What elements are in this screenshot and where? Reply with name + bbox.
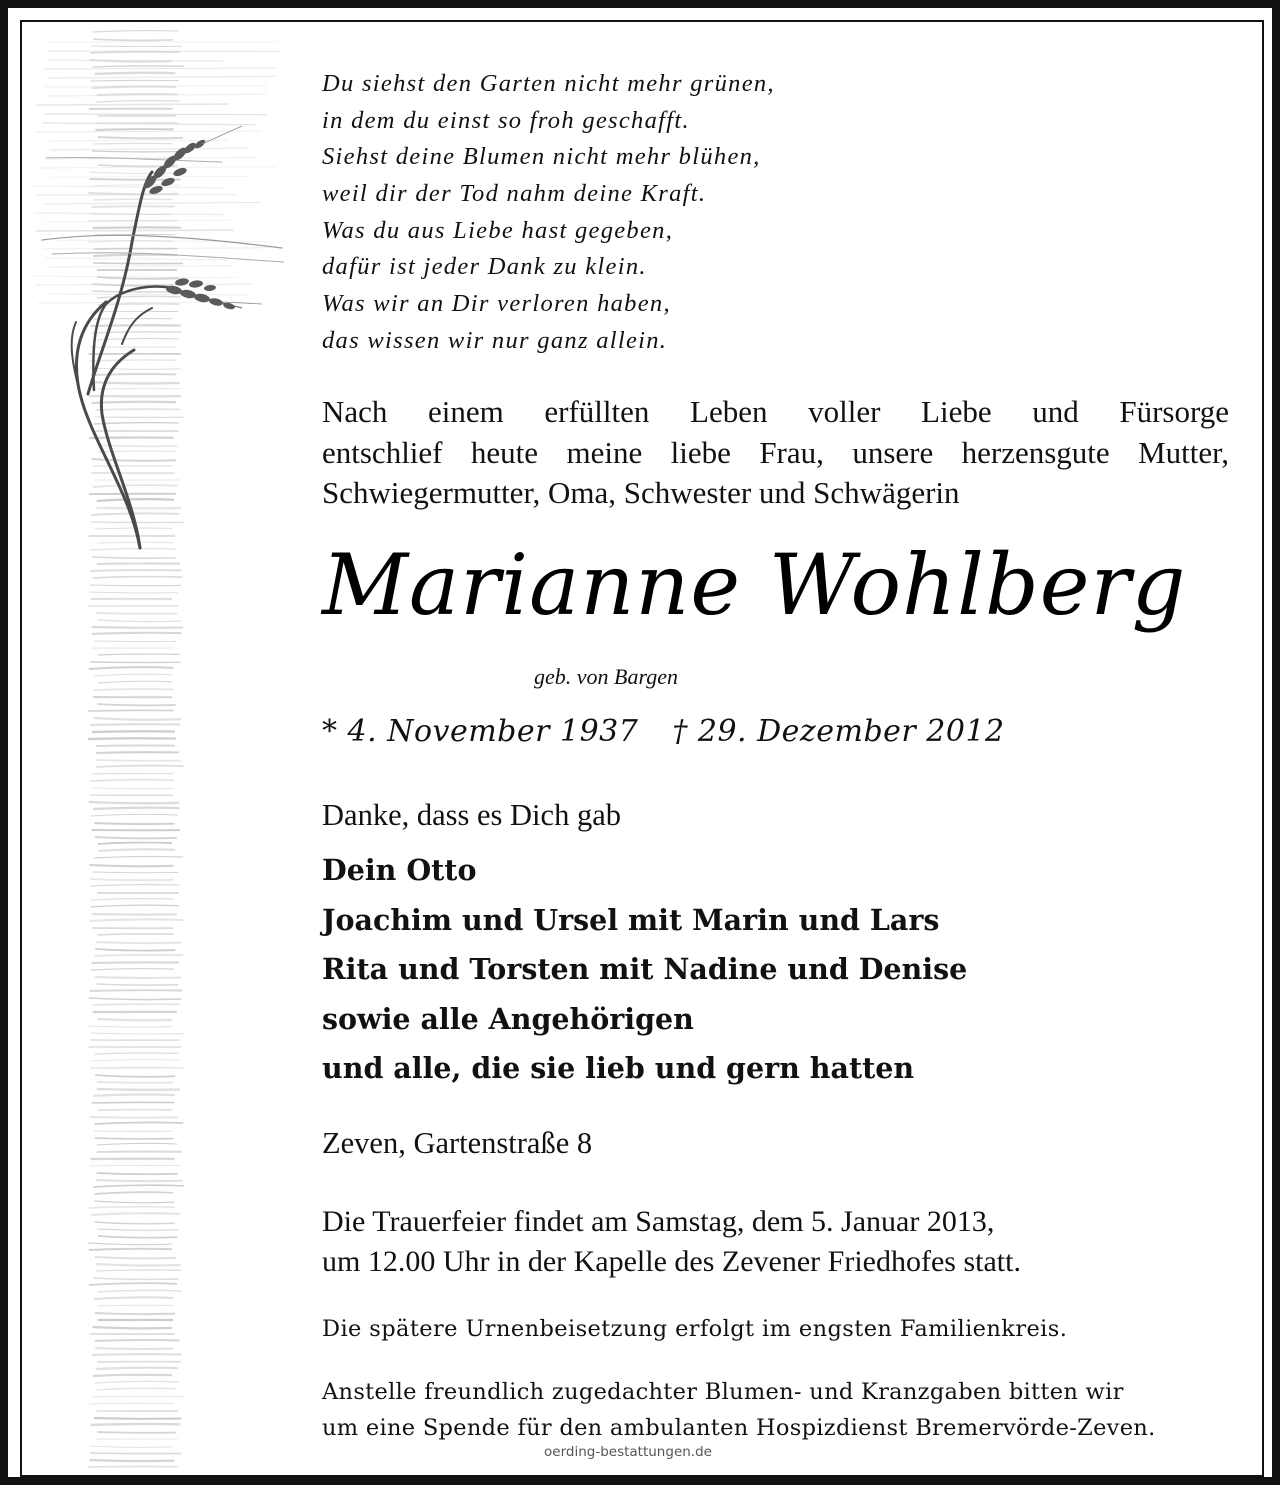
grass-stroke <box>92 1004 179 1005</box>
grass-stroke <box>93 31 179 32</box>
grass-stroke <box>93 1327 173 1328</box>
intro-line: entschlief heute meine liebe Frau, unsere herzensgute Mutter, <box>322 434 1229 470</box>
grass-stroke <box>92 66 183 67</box>
source-watermark: oerding-bestattungen.de <box>544 1444 712 1460</box>
grass-stroke <box>89 667 174 669</box>
donation-request <box>322 1374 1156 1446</box>
grass-stroke <box>89 802 179 803</box>
grass-stroke <box>52 240 267 242</box>
grass-stroke <box>95 528 172 529</box>
birth-date: * 4. November 1937 <box>322 714 639 749</box>
grass-stroke <box>35 284 252 285</box>
grass-stroke <box>89 1460 174 1461</box>
grass-stroke <box>93 227 181 228</box>
grass-stroke <box>95 977 181 978</box>
grass-stroke <box>92 1354 182 1355</box>
grass-stroke <box>97 934 174 935</box>
donation-line: Anstelle freundlich zugedachter Blumen- und Kranzgaben bitten wir <box>322 1379 1124 1405</box>
grass-stroke <box>44 202 261 204</box>
grass-stroke <box>96 1368 178 1369</box>
grass-stroke <box>95 129 173 130</box>
grass-stroke <box>92 731 175 732</box>
grass-stroke <box>92 627 183 628</box>
poem-line: das wissen wir nur ganz allein. <box>322 326 668 354</box>
grass-stroke <box>90 990 182 991</box>
grass-stroke <box>89 1249 172 1250</box>
grass-stroke <box>90 311 178 312</box>
poem-line: weil dir der Tod nahm deine Kraft. <box>322 180 707 208</box>
grass-stroke <box>92 1102 175 1103</box>
grass-stroke <box>88 710 173 711</box>
grass-stroke <box>91 1060 180 1061</box>
grass-stroke <box>93 808 180 809</box>
poem-line: Was wir an Dir verloren haben, <box>322 290 671 318</box>
grass-stroke <box>96 101 180 102</box>
grass-stroke <box>98 620 182 622</box>
grass-stroke <box>92 557 176 558</box>
grass-stroke <box>44 114 267 115</box>
grass-stroke <box>97 1180 183 1181</box>
grass-stroke <box>93 872 179 873</box>
grass-stroke <box>94 1122 183 1124</box>
grass-stroke <box>95 955 183 956</box>
grass-stroke <box>49 148 247 150</box>
grass-stroke <box>43 123 255 125</box>
grass-stroke <box>45 86 267 87</box>
poem-line: Du siehst den Garten nicht mehr grünen, <box>322 70 775 97</box>
grass-stroke <box>93 199 173 200</box>
grass-stroke <box>97 984 178 985</box>
grass-stroke <box>96 766 184 767</box>
grass-stroke <box>36 104 229 105</box>
grass-stroke <box>89 1117 177 1118</box>
grass-stroke <box>33 276 236 278</box>
grass-stroke <box>97 1143 177 1145</box>
grass-stroke <box>89 549 175 550</box>
grass-stroke <box>89 865 173 866</box>
grass-stroke <box>94 718 181 720</box>
grass-stroke <box>89 1026 172 1027</box>
grass-stroke <box>95 837 177 838</box>
inner-border <box>20 20 1264 1477</box>
grass-stroke <box>90 724 180 725</box>
wheat-ears-icon <box>22 22 312 1477</box>
grass-stroke <box>89 998 181 1000</box>
thanks-line: Danke, dass es Dich gab <box>322 798 621 832</box>
grass-stroke <box>92 773 174 774</box>
grass-stroke <box>95 674 173 676</box>
grass-stroke <box>90 585 181 586</box>
grass-stroke <box>96 1264 181 1266</box>
grass-stroke <box>43 68 275 69</box>
grass-stroke <box>97 296 181 298</box>
grass-texture <box>33 31 280 1467</box>
grass-stroke <box>48 76 278 78</box>
grass-stroke <box>89 919 183 921</box>
grass-stroke <box>91 969 174 970</box>
grass-stroke <box>91 513 179 515</box>
grass-stroke <box>49 266 233 267</box>
grass-stroke <box>89 368 180 369</box>
grass-stroke <box>95 1381 179 1383</box>
grass-stroke <box>91 46 182 47</box>
grass-stroke <box>91 899 174 900</box>
grass-stroke <box>96 1388 175 1390</box>
grass-stroke <box>95 949 175 951</box>
grass-stroke <box>90 885 179 886</box>
grass-stroke <box>90 879 174 880</box>
funeral-line: Die Trauerfeier findet am Samstag, dem 5. Januar 2013, <box>322 1205 995 1238</box>
grass-stroke <box>98 849 175 851</box>
grass-stroke <box>97 563 180 564</box>
grass-stroke <box>97 1019 172 1020</box>
grass-stroke <box>97 1305 173 1306</box>
grass-stroke <box>91 905 179 907</box>
grass-stroke <box>90 780 174 781</box>
grass-stroke <box>97 1173 178 1174</box>
mourners-list <box>322 846 967 1094</box>
grass-stroke <box>93 1396 183 1397</box>
grass-stroke <box>93 1278 178 1279</box>
funeral-line: um 12.00 Uhr in der Kapelle des Zevener Friedhofes statt. <box>322 1245 1021 1278</box>
grass-stroke <box>95 1270 180 1271</box>
grass-stroke <box>92 459 177 461</box>
grass-stroke <box>89 1207 175 1208</box>
grass-stroke <box>98 304 180 305</box>
grass-stroke <box>94 689 173 690</box>
grass-stroke <box>90 80 178 81</box>
grass-stroke <box>98 842 172 844</box>
grass-stroke <box>89 360 177 361</box>
grass-stroke <box>98 654 180 655</box>
grass-stroke <box>95 856 183 858</box>
grass-stroke <box>90 1453 181 1454</box>
funeral-info <box>322 1202 1021 1282</box>
grass-stroke <box>95 1222 175 1224</box>
grass-stroke <box>96 745 175 746</box>
intro-line: Nach einem erfüllten Leben voller Liebe und Fürsorge <box>322 394 1229 429</box>
maiden-name: geb. von Bargen <box>534 664 678 689</box>
grass-stroke <box>96 760 181 761</box>
grass-stroke <box>93 39 173 40</box>
grass-stroke <box>94 1201 174 1203</box>
grass-stroke <box>93 577 183 578</box>
grass-stroke <box>93 1185 184 1187</box>
grass-stroke <box>95 823 175 824</box>
grass-stroke <box>89 592 177 593</box>
grass-stroke <box>95 1340 179 1341</box>
grass-stroke <box>96 613 177 614</box>
grass-stroke <box>97 1432 175 1433</box>
grass-stroke <box>89 1165 181 1166</box>
poem-line: in dem du einst so froh geschafft. <box>322 106 690 134</box>
grass-stroke <box>94 423 179 424</box>
grass-stroke <box>90 325 181 326</box>
poem-line: Siehst deine Blumen nicht mehr blühen, <box>322 143 761 171</box>
grass-stroke <box>92 206 175 207</box>
life-dates <box>322 714 1005 749</box>
poem-line: Was du aus Liebe hast gegeben, <box>322 216 674 244</box>
grass-stroke <box>48 60 223 61</box>
grass-stroke <box>90 662 180 663</box>
grass-stroke <box>93 1375 172 1376</box>
grass-stroke <box>38 167 277 168</box>
intro-line: Schwiegermutter, Oma, Schwester und Schwägerin <box>322 475 960 510</box>
mourner-line: sowie alle Angehörigen <box>322 1001 694 1036</box>
grass-stroke <box>96 409 181 410</box>
grass-stroke <box>91 374 176 375</box>
grass-stroke <box>92 402 176 403</box>
grass-stroke <box>97 1229 178 1230</box>
grass-stroke <box>90 1424 179 1425</box>
grass-stroke <box>34 213 226 215</box>
intro-paragraph <box>322 392 1229 514</box>
grass-stroke <box>95 1053 179 1054</box>
grass-stroke <box>97 499 174 501</box>
grass-stroke <box>91 1033 183 1034</box>
grass-stroke <box>95 1138 173 1139</box>
grass-stroke <box>91 962 179 963</box>
grass-stroke <box>93 485 178 487</box>
grass-stroke <box>92 633 182 634</box>
grass-stroke <box>89 1283 177 1285</box>
grass-stroke <box>36 131 261 132</box>
address: Zeven, Gartenstraße 8 <box>322 1126 593 1160</box>
grass-stroke <box>95 1075 175 1077</box>
grass-stroke <box>91 570 182 571</box>
grass-stroke <box>98 137 183 138</box>
poem-line: dafür ist jeder Dank zu klein. <box>322 253 647 281</box>
grass-stroke <box>97 451 176 452</box>
grass-stroke <box>95 1257 176 1258</box>
urn-note: Die spätere Urnenbeisetzung erfolgt im engsten Familienkreis. <box>322 1316 1068 1342</box>
grass-stroke <box>88 738 176 739</box>
grass-stroke <box>97 338 179 340</box>
grass-stroke <box>97 1082 173 1083</box>
grass-stroke <box>95 1313 175 1314</box>
mourner-line: Joachim und Ursel mit Marin und Lars <box>322 902 940 937</box>
grass-stroke <box>88 1243 172 1245</box>
grass-stroke <box>94 1418 181 1419</box>
grass-stroke <box>89 172 181 173</box>
grass-stroke <box>89 1403 174 1404</box>
death-date: † 29. Dezember 2012 <box>672 714 1005 749</box>
grass-stroke <box>92 332 182 333</box>
grass-stroke <box>92 914 177 915</box>
grass-stroke <box>97 704 175 705</box>
donation-line: um eine Spende für den ambulanten Hospizdienst Bremervörde-Zeven. <box>322 1415 1156 1441</box>
grass-stroke <box>90 1446 173 1447</box>
grass-stroke <box>90 52 180 53</box>
mourner-line: und alle, die sie lieb und gern hatten <box>322 1051 915 1086</box>
grass-stroke <box>92 151 180 152</box>
grass-stroke <box>95 1192 173 1194</box>
mourner-line: Dein Otto <box>322 853 477 887</box>
grass-stroke <box>95 1348 173 1349</box>
grass-stroke <box>94 1297 173 1299</box>
grass-stroke <box>45 258 228 260</box>
grass-stroke <box>97 1290 182 1292</box>
grass-stroke <box>90 814 177 816</box>
wheat-stalks <box>42 157 284 548</box>
grass-stroke <box>96 942 181 943</box>
grass-stroke <box>95 73 176 74</box>
mourner-line: Rita und Torsten mit Nadine und Denise <box>322 952 968 987</box>
grass-stroke <box>93 263 183 264</box>
grass-stroke <box>96 752 179 753</box>
grass-stroke <box>94 143 173 144</box>
deceased-name: Marianne Wohlberg <box>322 536 1187 634</box>
grass-stroke <box>97 1089 180 1090</box>
grass-stroke <box>98 681 172 683</box>
grass-stroke <box>33 186 224 188</box>
grass-stroke <box>88 193 178 194</box>
memorial-poem <box>322 66 775 360</box>
grass-stroke <box>93 1095 174 1096</box>
grass-stroke <box>98 1236 177 1238</box>
grass-stroke <box>91 1213 180 1215</box>
grass-stroke <box>91 788 173 789</box>
grass-stroke <box>46 294 249 295</box>
grass-stroke <box>97 542 173 543</box>
